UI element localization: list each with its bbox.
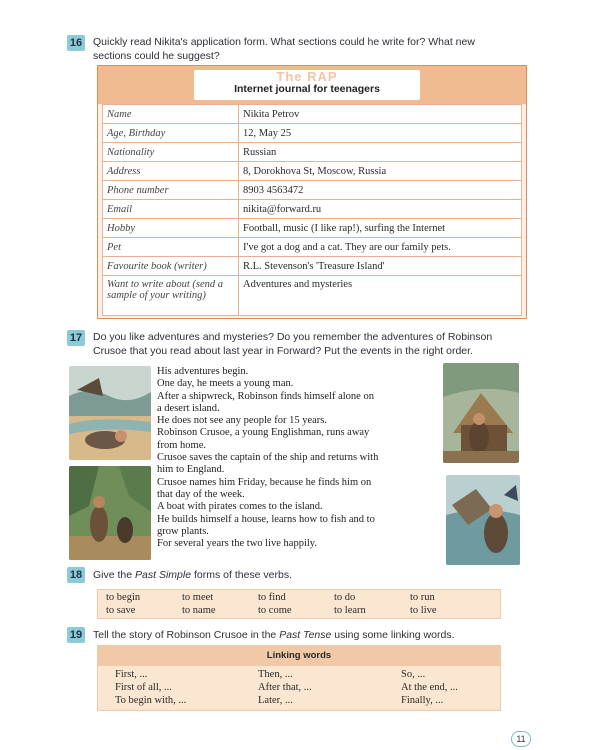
page-number: 11: [511, 731, 531, 747]
verbs-box: [97, 589, 501, 619]
jungle-illustration: [69, 466, 151, 560]
linking-word: Then, ...: [258, 669, 293, 680]
exercise-19-instruction-post: using some linking words.: [331, 629, 455, 641]
form-row: [103, 257, 522, 276]
story-line: For several years the two live happily.: [157, 538, 317, 550]
verb: to meet: [182, 592, 214, 603]
linking-words-box: [97, 645, 501, 711]
linking-word: Finally, ...: [401, 695, 444, 706]
form-label: Phone number: [103, 181, 239, 200]
story-line: Crusoe saves the captain of the ship and returns with: [157, 452, 379, 464]
form-value: nikita@forward.ru: [239, 200, 522, 219]
journal-name: The RAP: [276, 69, 338, 84]
verb: to name: [182, 605, 216, 616]
story-line: a desert island.: [157, 402, 220, 414]
exercise-16-number: 16: [67, 35, 85, 51]
form-value: Football, music (I like rap!), surfing the Internet: [239, 219, 522, 238]
linking-word: To begin with, ...: [115, 695, 187, 706]
application-form: [97, 65, 527, 319]
story-line: He builds himself a house, learns how to fish and to: [157, 513, 375, 525]
linking-word: First, ...: [115, 669, 148, 680]
form-label: Email: [103, 200, 239, 219]
verb: to begin: [106, 592, 141, 603]
story-events: [157, 366, 442, 550]
form-value: R.L. Stevenson's 'Treasure Island': [239, 257, 522, 276]
verb: to save: [106, 605, 136, 616]
exercise-18-instruction: [93, 568, 533, 582]
form-value: 8, Dorokhova St, Moscow, Russia: [239, 162, 522, 181]
linking-word: After that, ...: [258, 682, 312, 693]
form-label: Name: [103, 105, 239, 124]
journal-subtitle: Internet journal for teenagers: [234, 83, 380, 95]
verb: to run: [410, 592, 435, 603]
form-label: Pet: [103, 238, 239, 257]
exercise-19-instruction: [93, 628, 533, 642]
exercise-19-instruction-pre: Tell the story of Robinson Crusoe in the: [93, 629, 280, 641]
verb: to live: [410, 605, 437, 616]
exercise-16-instruction: [93, 35, 533, 63]
linking-word: So, ...: [401, 669, 426, 680]
hut-illustration: [443, 363, 519, 463]
exercise-19-instruction-em: Past Tense: [279, 629, 332, 641]
exercise-17-instruction-line-1: Do you like adventures and mysteries? Do you remember the adventures of Robinson: [93, 331, 493, 343]
exercise-16-instruction-line-2: sections could he suggest?: [93, 50, 220, 62]
exercise-17-number: 17: [67, 330, 85, 346]
form-label: Favourite book (writer): [103, 257, 239, 276]
form-row: [103, 276, 522, 316]
verb: to learn: [334, 605, 366, 616]
form-row: [103, 200, 522, 219]
form-value: Nikita Petrov: [239, 105, 522, 124]
verb: to come: [258, 605, 292, 616]
story-line: He does not see any people for 15 years.: [157, 415, 327, 427]
story-line: Robinson Crusoe, a young Englishman, runs away: [157, 427, 370, 439]
pirates-illustration: [446, 475, 520, 565]
exercise-16-instruction-line-1: Quickly read Nikita's application form. What sections could he write for? What new: [93, 36, 475, 48]
form-header-band: [98, 66, 526, 104]
form-row: [103, 219, 522, 238]
form-value: 12, May 25: [239, 124, 522, 143]
shipwreck-illustration: [69, 366, 151, 460]
verb: to do: [334, 592, 356, 603]
story-line: him to England.: [157, 464, 225, 476]
journal-title-label: [194, 70, 420, 100]
form-value: Russian: [239, 143, 522, 162]
story-line: One day, he meets a young man.: [157, 378, 294, 390]
form-table: [102, 104, 522, 316]
form-label: Hobby: [103, 219, 239, 238]
story-line: Crusoe names him Friday, because he finds him on: [157, 476, 372, 488]
linking-word: First of all, ...: [115, 682, 172, 693]
story-line: that day of the week.: [157, 488, 245, 500]
form-value: Adventures and mysteries: [239, 276, 522, 316]
story-line: grow plants.: [157, 525, 209, 537]
form-label: Address: [103, 162, 239, 181]
exercise-17-instruction: [93, 330, 533, 358]
exercise-18-number: 18: [67, 567, 85, 583]
form-row: [103, 238, 522, 257]
linking-words-title: Linking words: [98, 646, 500, 666]
form-row: [103, 105, 522, 124]
form-value: 8903 4563472: [239, 181, 522, 200]
exercise-17-instruction-line-2: Crusoe that you read about last year in Forward? Put the events in the right order.: [93, 345, 473, 357]
form-label: Want to write about (send a sample of your writing): [103, 276, 239, 316]
form-row: [103, 181, 522, 200]
exercise-18-instruction-pre: Give the: [93, 569, 136, 581]
story-line: A boat with pirates comes to the island.: [157, 501, 323, 513]
linking-word: At the end, ...: [401, 682, 458, 693]
form-row: [103, 162, 522, 181]
verb: to find: [258, 592, 286, 603]
form-row: [103, 143, 522, 162]
linking-word: Later, ...: [258, 695, 293, 706]
form-label: Age, Birthday: [103, 124, 239, 143]
form-row: [103, 124, 522, 143]
form-label: Nationality: [103, 143, 239, 162]
story-line: from home.: [157, 439, 206, 451]
exercise-19-number: 19: [67, 627, 85, 643]
story-line: After a shipwreck, Robinson finds himself alone on: [157, 390, 374, 402]
exercise-18-instruction-post: forms of these verbs.: [191, 569, 293, 581]
story-line: His adventures begin.: [157, 366, 249, 377]
exercise-18-instruction-em: Past Simple: [135, 569, 192, 581]
form-value: I've got a dog and a cat. They are our family pets.: [239, 238, 522, 257]
